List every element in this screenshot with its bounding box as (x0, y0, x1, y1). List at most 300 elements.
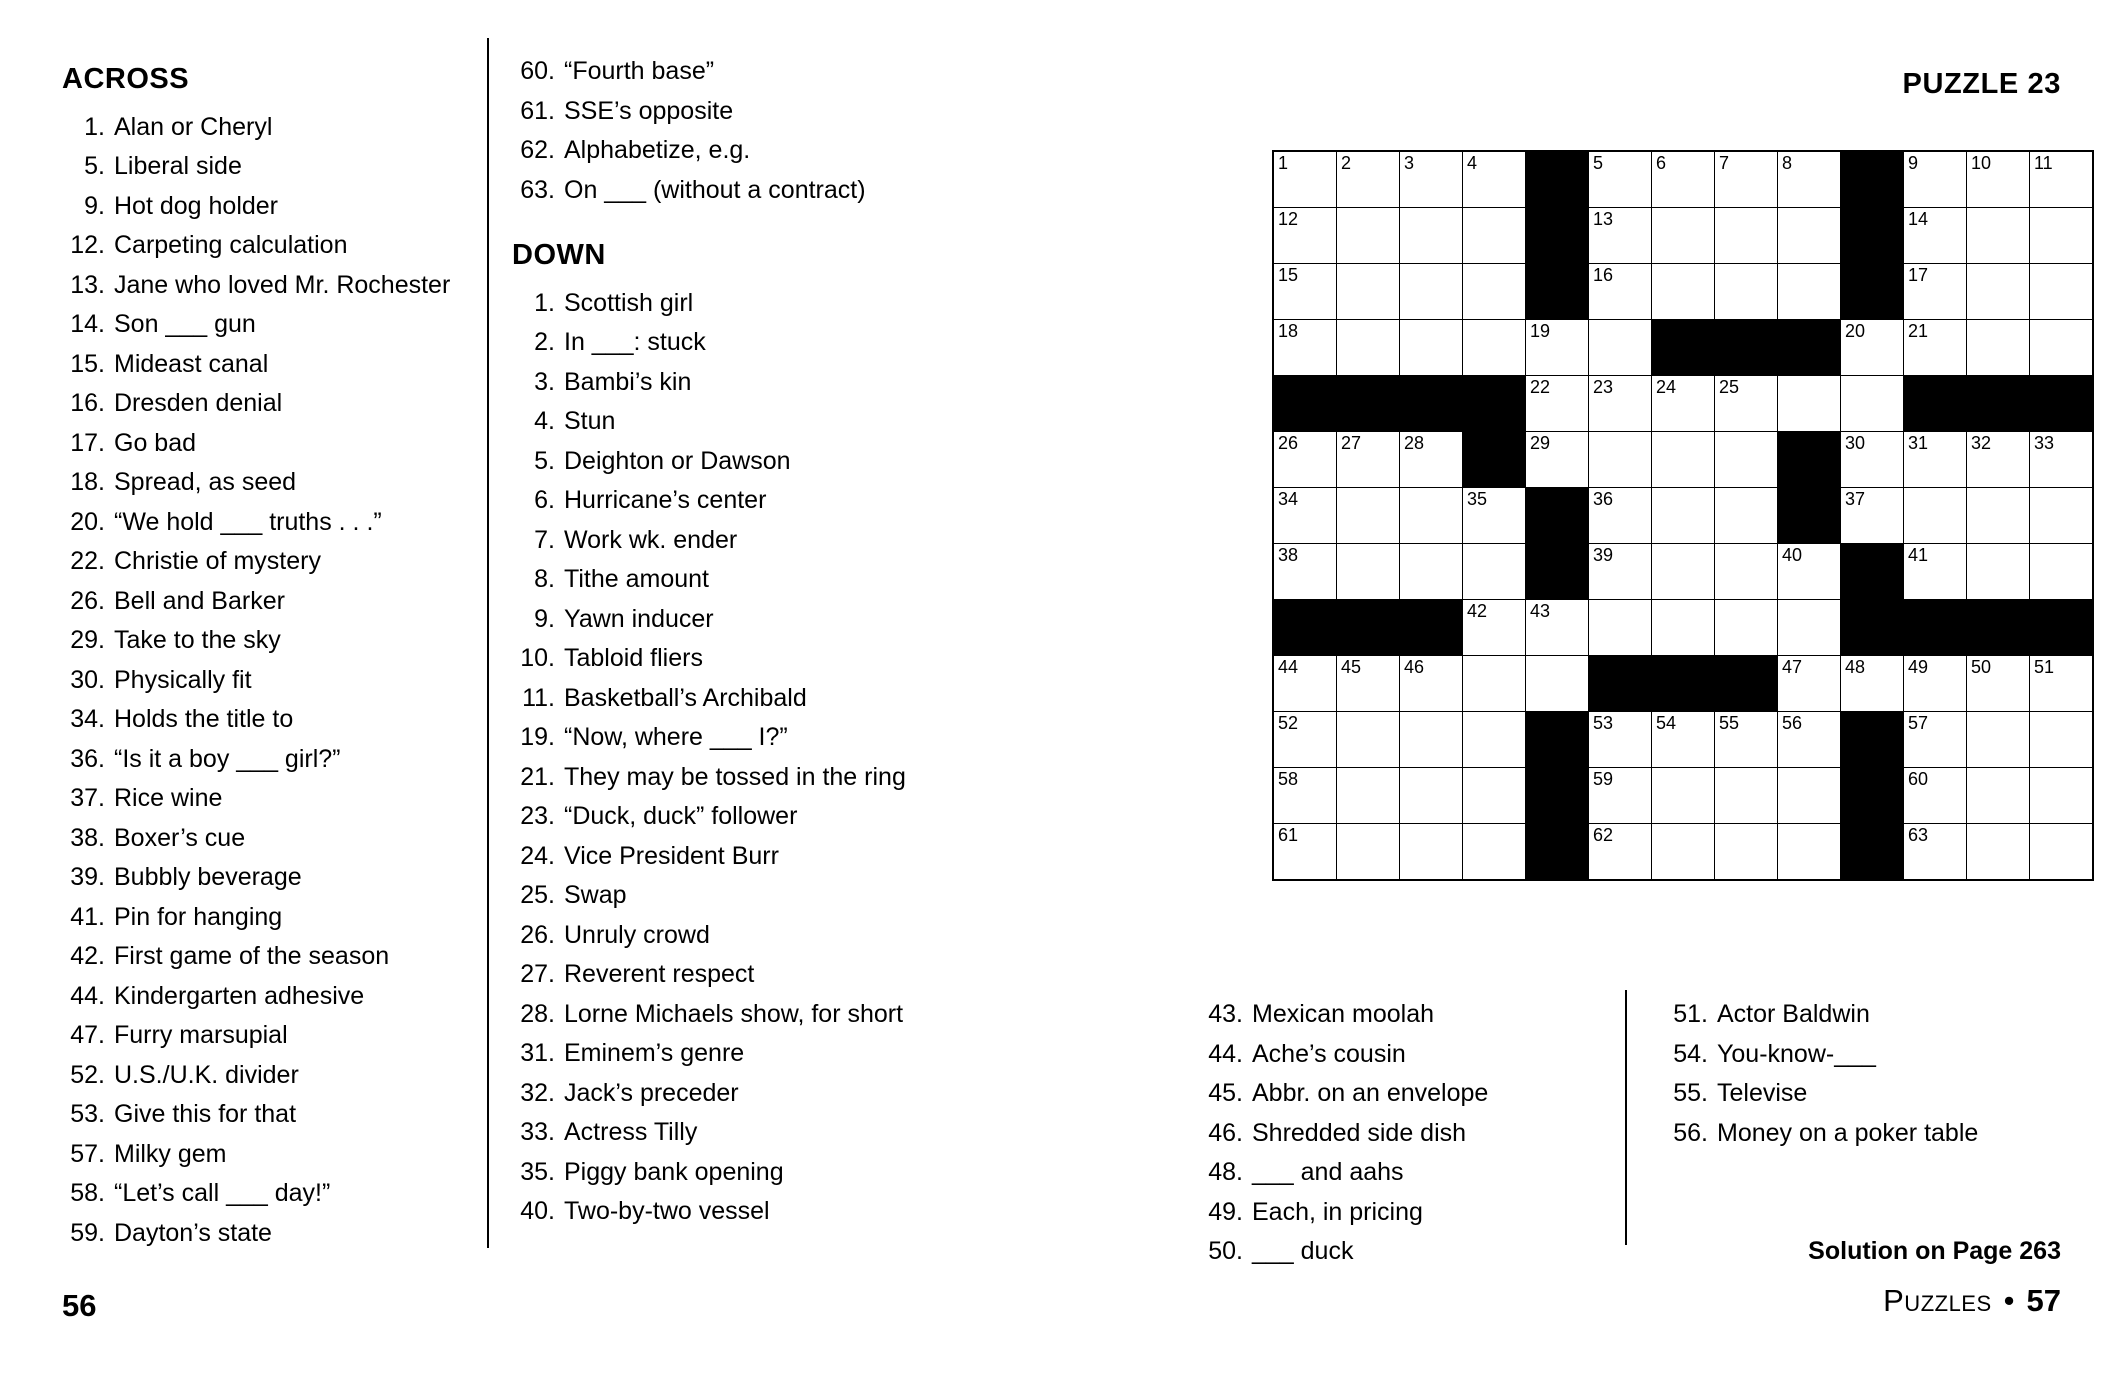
grid-cell[interactable] (2030, 544, 2094, 600)
grid-cell[interactable] (1841, 320, 1904, 376)
grid-cell[interactable] (1778, 712, 1841, 768)
grid-cell-number: 48 (1845, 657, 1866, 677)
grid-cell-block (1967, 376, 2030, 432)
down-clue-list-part1 (512, 284, 952, 1232)
crossword-grid-table[interactable] (1272, 150, 2094, 881)
clue-number: 1. (84, 112, 105, 141)
grid-cell[interactable] (1904, 488, 1967, 544)
clue-item (62, 266, 482, 306)
grid-cell-block (1841, 151, 1904, 208)
grid-cell[interactable] (1589, 264, 1652, 320)
clue-item (62, 147, 482, 187)
grid-cell[interactable] (1400, 488, 1463, 544)
grid-cell[interactable] (1589, 320, 1652, 376)
clue-text: “Is it a boy ___ girl?” (114, 744, 341, 773)
grid-cell[interactable] (1589, 600, 1652, 656)
grid-cell-number: 38 (1278, 545, 1299, 565)
clue-item (62, 1056, 482, 1096)
clue-item (512, 837, 952, 877)
grid-cell[interactable] (1337, 544, 1400, 600)
clue-item (512, 718, 952, 758)
grid-cell[interactable] (1589, 208, 1652, 264)
grid-cell[interactable] (2030, 768, 2094, 824)
grid-cell[interactable] (1463, 488, 1526, 544)
clue-number: 20. (70, 507, 105, 536)
grid-cell[interactable] (1400, 208, 1463, 264)
clue-number: 54. (1673, 1039, 1708, 1068)
grid-cell[interactable] (1904, 151, 1967, 208)
grid-cell-number: 17 (1908, 265, 1929, 285)
grid-cell[interactable] (1273, 320, 1337, 376)
clue-text: Mexican moolah (1252, 1000, 1435, 1028)
clue-item (62, 226, 482, 266)
grid-row (1273, 432, 2093, 488)
grid-cell-block (1841, 544, 1904, 600)
grid-cell[interactable] (1715, 544, 1778, 600)
clue-item (62, 858, 482, 898)
grid-cell[interactable] (1337, 712, 1400, 768)
grid-cell[interactable] (1904, 824, 1967, 881)
grid-cell[interactable] (1652, 488, 1715, 544)
grid-cell-number: 13 (1593, 209, 1614, 229)
grid-cell[interactable] (1715, 768, 1778, 824)
grid-cell[interactable] (1715, 432, 1778, 488)
clue-text: Abbr. on an envelope (1252, 1079, 1489, 1107)
grid-cell[interactable] (1337, 824, 1400, 881)
clue-item (62, 700, 482, 740)
clue-number: 5. (84, 152, 105, 180)
bottom-column-divider (1625, 990, 1627, 1245)
grid-cell-block (1273, 376, 1337, 432)
grid-cell[interactable] (2030, 264, 2094, 320)
clue-number: 7. (534, 525, 555, 554)
clue-text: “Duck, duck” follower (564, 802, 798, 830)
grid-cell[interactable] (1652, 824, 1715, 881)
clue-number: 45. (1208, 1079, 1243, 1107)
grid-row (1273, 488, 2093, 544)
clue-item (62, 621, 482, 661)
grid-cell[interactable] (1400, 824, 1463, 881)
clue-number: 12. (70, 231, 105, 259)
grid-cell[interactable] (1904, 432, 1967, 488)
grid-cell[interactable] (1337, 768, 1400, 824)
grid-cell-block (1715, 656, 1778, 712)
clue-number: 58. (70, 1179, 105, 1207)
grid-cell[interactable] (2030, 824, 2094, 881)
grid-cell-number: 60 (1908, 769, 1929, 789)
grid-cell[interactable] (1967, 656, 2030, 712)
page-footer-right (1883, 1283, 2061, 1319)
clue-item (512, 995, 952, 1035)
grid-cell-number: 7 (1719, 153, 1730, 173)
grid-cell[interactable] (1400, 768, 1463, 824)
grid-row (1273, 544, 2093, 600)
grid-cell-number: 26 (1278, 433, 1299, 453)
grid-cell-number: 45 (1341, 657, 1362, 677)
clue-number: 9. (534, 604, 555, 633)
clue-item (1200, 1035, 1600, 1075)
grid-cell-block (1778, 320, 1841, 376)
grid-cell[interactable] (1273, 208, 1337, 264)
clue-item (512, 284, 952, 324)
clue-text: On ___ (without a contract) (564, 175, 866, 204)
clue-item (512, 402, 952, 442)
grid-cell-number: 5 (1593, 153, 1604, 173)
clue-item (62, 977, 482, 1017)
grid-cell[interactable] (1589, 544, 1652, 600)
grid-cell-block (2030, 376, 2094, 432)
clue-item (1665, 1074, 2065, 1114)
grid-cell[interactable] (1273, 712, 1337, 768)
grid-cell[interactable] (1273, 656, 1337, 712)
grid-cell[interactable] (1526, 432, 1589, 488)
grid-cell-number: 3 (1404, 153, 1415, 173)
clue-text: SSE’s opposite (564, 96, 734, 125)
clue-number: 60. (520, 57, 555, 85)
clue-number: 63. (520, 175, 555, 204)
grid-cell[interactable] (1400, 151, 1463, 208)
grid-cell-block (1589, 656, 1652, 712)
grid-cell[interactable] (1967, 768, 2030, 824)
grid-cell-block (1526, 712, 1589, 768)
clue-item (62, 305, 482, 345)
clue-item (512, 758, 952, 798)
grid-cell[interactable] (1652, 544, 1715, 600)
grid-cell[interactable] (1400, 712, 1463, 768)
grid-cell[interactable] (1273, 151, 1337, 208)
grid-row (1273, 151, 2093, 208)
clue-item (1200, 1074, 1600, 1114)
grid-cell-block (1904, 376, 1967, 432)
grid-cell[interactable] (1400, 656, 1463, 712)
grid-cell-number: 15 (1278, 265, 1299, 285)
grid-cell[interactable] (1652, 376, 1715, 432)
clue-number: 48. (1208, 1158, 1243, 1186)
clue-text: Pin for hanging (114, 902, 283, 931)
grid-cell[interactable] (1589, 712, 1652, 768)
clue-text: Unruly crowd (564, 920, 710, 949)
grid-cell[interactable] (1463, 320, 1526, 376)
across-clue-list-part1 (62, 108, 482, 1254)
clue-number: 25. (520, 881, 555, 909)
grid-cell[interactable] (1337, 432, 1400, 488)
grid-cell[interactable] (1526, 656, 1589, 712)
grid-cell[interactable] (1715, 712, 1778, 768)
grid-cell[interactable] (1715, 376, 1778, 432)
grid-cell[interactable] (2030, 151, 2094, 208)
puzzle-title: PUZZLE 23 (1902, 68, 2061, 100)
clue-text: Actress Tilly (564, 1118, 698, 1146)
grid-cell-block (1526, 768, 1589, 824)
grid-cell-block (1778, 432, 1841, 488)
grid-cell[interactable] (1463, 151, 1526, 208)
grid-cell[interactable] (1273, 768, 1337, 824)
grid-cell[interactable] (1337, 208, 1400, 264)
grid-cell-number: 61 (1278, 825, 1299, 845)
clue-text: Bell and Barker (114, 586, 285, 615)
grid-cell-block (1526, 264, 1589, 320)
grid-cell[interactable] (1463, 824, 1526, 881)
grid-cell[interactable] (1589, 151, 1652, 208)
clue-number: 15. (70, 349, 105, 378)
clue-text: Spread, as seed (114, 468, 297, 496)
grid-cell[interactable] (1526, 600, 1589, 656)
grid-cell-number: 47 (1782, 657, 1803, 677)
grid-cell-block (1841, 264, 1904, 320)
grid-cell[interactable] (1273, 824, 1337, 881)
grid-cell[interactable] (1778, 656, 1841, 712)
grid-cell[interactable] (1400, 544, 1463, 600)
grid-cell-number: 20 (1845, 321, 1866, 341)
grid-cell[interactable] (1841, 432, 1904, 488)
grid-cell-block (1841, 824, 1904, 881)
grid-cell-block (1526, 208, 1589, 264)
clue-text: Scottish girl (564, 288, 694, 317)
grid-cell[interactable] (1526, 320, 1589, 376)
clue-text: Swap (564, 881, 627, 909)
grid-cell[interactable] (1652, 768, 1715, 824)
grid-cell[interactable] (1463, 600, 1526, 656)
clue-item (62, 582, 482, 622)
clue-item (512, 131, 952, 171)
grid-cell-number: 9 (1908, 153, 1919, 173)
clue-text: Boxer’s cue (114, 823, 246, 852)
grid-cell[interactable] (1904, 656, 1967, 712)
clue-item (62, 1135, 482, 1175)
clue-number: 6. (534, 486, 555, 514)
clue-item (512, 52, 952, 92)
grid-cell[interactable] (2030, 320, 2094, 376)
grid-cell[interactable] (1463, 544, 1526, 600)
grid-cell-number: 62 (1593, 825, 1614, 845)
clue-number: 34. (70, 705, 105, 733)
grid-cell[interactable] (1967, 151, 2030, 208)
grid-cell[interactable] (1841, 656, 1904, 712)
grid-cell[interactable] (1273, 544, 1337, 600)
grid-cell-number: 41 (1908, 545, 1929, 565)
grid-cell-number: 40 (1782, 545, 1803, 565)
grid-cell[interactable] (1967, 432, 2030, 488)
clue-number: 52. (70, 1060, 105, 1089)
grid-cell-number: 43 (1530, 601, 1551, 621)
clue-text: ___ and aahs (1252, 1158, 1404, 1186)
clue-item (512, 1153, 952, 1193)
grid-cell[interactable] (1526, 376, 1589, 432)
grid-cell[interactable] (1904, 208, 1967, 264)
grid-cell[interactable] (2030, 712, 2094, 768)
grid-cell-number: 33 (2034, 433, 2055, 453)
grid-cell[interactable] (1337, 656, 1400, 712)
grid-cell-number: 63 (1908, 825, 1929, 845)
clue-item (512, 1113, 952, 1153)
grid-cell-number: 53 (1593, 713, 1614, 733)
grid-cell[interactable] (1337, 151, 1400, 208)
clue-item (512, 916, 952, 956)
grid-cell[interactable] (1463, 264, 1526, 320)
grid-cell[interactable] (1400, 264, 1463, 320)
grid-cell[interactable] (1967, 712, 2030, 768)
clue-item (62, 463, 482, 503)
clue-item (1200, 1193, 1600, 1233)
clue-number: 5. (534, 446, 555, 475)
clue-number: 59. (70, 1218, 105, 1247)
clue-number: 10. (520, 644, 555, 672)
grid-cell-number: 16 (1593, 265, 1614, 285)
grid-cell[interactable] (1778, 376, 1841, 432)
grid-cell[interactable] (1778, 544, 1841, 600)
grid-cell[interactable] (1652, 151, 1715, 208)
grid-cell-number: 52 (1278, 713, 1299, 733)
clue-text: First game of the season (114, 942, 390, 970)
grid-cell[interactable] (1778, 768, 1841, 824)
grid-cell[interactable] (1589, 488, 1652, 544)
grid-cell-number: 21 (1908, 321, 1929, 341)
grid-cell[interactable] (1589, 376, 1652, 432)
grid-cell-number: 46 (1404, 657, 1425, 677)
grid-cell[interactable] (1778, 264, 1841, 320)
clue-text: “We hold ___ truths . . .” (114, 507, 382, 536)
clue-text: Work wk. ender (564, 525, 738, 554)
grid-cell-number: 42 (1467, 601, 1488, 621)
grid-cell[interactable] (1778, 824, 1841, 881)
grid-cell[interactable] (1652, 712, 1715, 768)
grid-cell[interactable] (1715, 208, 1778, 264)
clue-number: 41. (70, 902, 105, 931)
grid-cell[interactable] (1463, 712, 1526, 768)
grid-cell[interactable] (1463, 208, 1526, 264)
grid-cell-block (1967, 600, 2030, 656)
clue-item (62, 898, 482, 938)
grid-cell[interactable] (1778, 208, 1841, 264)
clue-text: Go bad (114, 428, 197, 457)
grid-cell[interactable] (1273, 264, 1337, 320)
grid-cell[interactable] (1904, 264, 1967, 320)
clue-number: 26. (520, 920, 555, 949)
grid-cell[interactable] (1904, 544, 1967, 600)
grid-cell[interactable] (2030, 488, 2094, 544)
grid-cell[interactable] (1273, 432, 1337, 488)
across-clue-list-part2 (512, 52, 952, 210)
grid-cell[interactable] (1904, 712, 1967, 768)
clue-text: Lorne Michaels show, for short (564, 999, 904, 1028)
clue-number: 37. (70, 784, 105, 812)
clue-text: Basketball’s Archibald (564, 683, 807, 712)
clue-number: 32. (520, 1078, 555, 1107)
grid-cell[interactable] (1967, 488, 2030, 544)
clue-number: 13. (70, 270, 105, 299)
grid-cell[interactable] (1904, 320, 1967, 376)
clue-number: 49. (1208, 1197, 1243, 1226)
clue-number: 56. (1673, 1118, 1708, 1147)
clue-text: Two-by-two vessel (564, 1197, 770, 1225)
clue-text: Shredded side dish (1252, 1118, 1467, 1147)
grid-cell-block (1778, 488, 1841, 544)
grid-cell[interactable] (1778, 600, 1841, 656)
grid-cell-block (1337, 376, 1400, 432)
grid-cell[interactable] (1400, 432, 1463, 488)
grid-cell-number: 34 (1278, 489, 1299, 509)
clue-item (512, 639, 952, 679)
grid-cell-number: 1 (1278, 153, 1289, 173)
clue-item (512, 560, 952, 600)
grid-cell[interactable] (1967, 208, 2030, 264)
clue-item (62, 1095, 482, 1135)
grid-cell[interactable] (1715, 264, 1778, 320)
clue-item (512, 1074, 952, 1114)
grid-cell[interactable] (1967, 544, 2030, 600)
down-clue-list-part3 (1665, 995, 2065, 1153)
clue-number: 17. (70, 428, 105, 457)
clue-number: 27. (520, 960, 555, 988)
clue-text: Hot dog holder (114, 191, 279, 220)
grid-cell[interactable] (1841, 376, 1904, 432)
grid-cell[interactable] (1589, 432, 1652, 488)
grid-cell[interactable] (1967, 824, 2030, 881)
grid-cell[interactable] (1652, 432, 1715, 488)
grid-cell-number: 11 (2034, 153, 2053, 173)
grid-cell[interactable] (1337, 320, 1400, 376)
grid-cell[interactable] (1463, 768, 1526, 824)
grid-cell[interactable] (1967, 264, 2030, 320)
clue-item (62, 187, 482, 227)
grid-row (1273, 208, 2093, 264)
grid-cell[interactable] (1967, 320, 2030, 376)
grid-cell[interactable] (2030, 656, 2094, 712)
grid-cell[interactable] (1841, 488, 1904, 544)
grid-cell[interactable] (1589, 824, 1652, 881)
clue-number: 8. (534, 565, 555, 593)
grid-cell[interactable] (1589, 768, 1652, 824)
grid-cell-number: 58 (1278, 769, 1299, 789)
clue-number: 24. (520, 841, 555, 870)
grid-cell[interactable] (1904, 768, 1967, 824)
solution-note: Solution on Page 263 (1808, 1237, 2061, 1265)
grid-cell[interactable] (1463, 656, 1526, 712)
grid-cell[interactable] (1715, 488, 1778, 544)
grid-row (1273, 320, 2093, 376)
clue-text: Tabloid fliers (564, 644, 703, 672)
grid-cell[interactable] (1273, 488, 1337, 544)
clue-text: Televise (1717, 1079, 1808, 1107)
clue-text: U.S./U.K. divider (114, 1060, 299, 1089)
grid-cell[interactable] (2030, 432, 2094, 488)
clue-number: 31. (520, 1039, 555, 1067)
grid-cell[interactable] (1652, 600, 1715, 656)
grid-cell[interactable] (1337, 264, 1400, 320)
clue-number: 22. (70, 547, 105, 575)
clue-text: ___ duck (1252, 1237, 1354, 1265)
grid-cell[interactable] (1715, 151, 1778, 208)
grid-cell[interactable] (1652, 208, 1715, 264)
footer-section-label: Puzzles (1883, 1283, 1992, 1318)
grid-cell[interactable] (1337, 488, 1400, 544)
clue-item (62, 503, 482, 543)
grid-cell-number: 39 (1593, 545, 1614, 565)
grid-cell-number: 32 (1971, 433, 1992, 453)
grid-cell[interactable] (1715, 824, 1778, 881)
clue-item (1665, 1035, 2065, 1075)
grid-cell[interactable] (1715, 600, 1778, 656)
crossword-grid[interactable] (1272, 150, 2094, 881)
clue-item (512, 600, 952, 640)
grid-cell[interactable] (2030, 208, 2094, 264)
grid-cell-number: 8 (1782, 153, 1793, 173)
clue-number: 47. (70, 1021, 105, 1049)
clue-number: 57. (70, 1139, 105, 1168)
grid-cell[interactable] (1778, 151, 1841, 208)
grid-cell[interactable] (1400, 320, 1463, 376)
grid-cell[interactable] (1652, 264, 1715, 320)
